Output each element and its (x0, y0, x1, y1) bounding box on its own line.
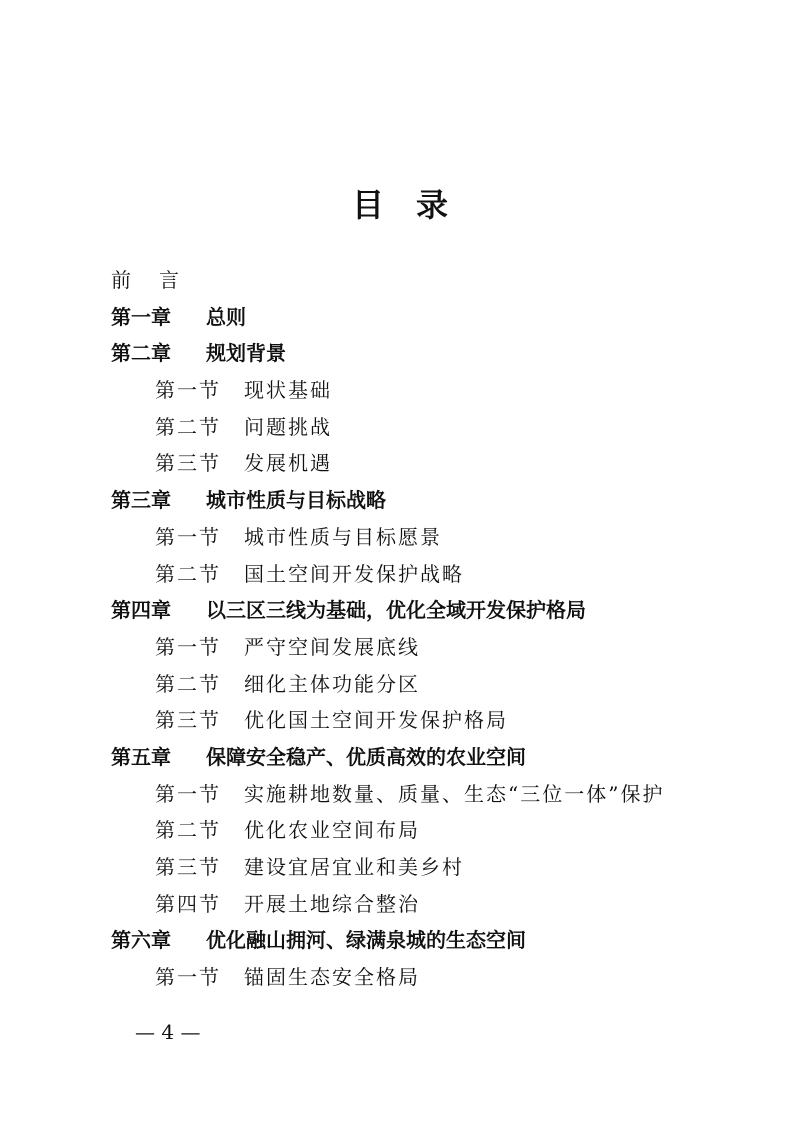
toc-section-entry (0, 519, 800, 556)
chapter-number: 第四章 (111, 598, 171, 623)
section-title: 优化农业空间布局 (244, 818, 420, 843)
section-number: 第三节 (155, 855, 221, 879)
section-number: 第一节 (155, 634, 221, 659)
section-title: 实施耕地数量、质量、生态“三位一体”保护 (244, 781, 665, 806)
toc-section-entry (0, 445, 800, 482)
toc-chapter-entry (0, 922, 800, 959)
section-title: 优化国土空间开发保护格局 (244, 708, 508, 733)
chapter-number: 第二章 (111, 341, 171, 366)
chapter-number: 第五章 (111, 744, 171, 769)
toc-section-entry (0, 812, 800, 849)
section-title: 建设宜居宜业和美乡村 (244, 855, 464, 879)
section-number: 第三节 (155, 708, 221, 733)
section-number: 第二节 (155, 671, 221, 696)
section-title: 开展土地综合整治 (244, 891, 420, 916)
section-number: 第二节 (155, 818, 221, 843)
section-number: 第四节 (155, 891, 221, 916)
toc-section-entry (0, 666, 800, 703)
section-title: 现状基础 (244, 378, 332, 403)
chapter-title: 城市性质与目标战略 (206, 488, 386, 513)
toc-section-entry (0, 959, 800, 996)
chapter-title: 优化融山拥河、绿满泉城的生态空间 (206, 928, 526, 953)
section-number: 第一节 (155, 524, 221, 549)
section-number: 第二节 (155, 561, 221, 586)
toc-section-entry (0, 702, 800, 739)
toc-chapter-entry (0, 739, 800, 776)
toc-chapter-entry (0, 592, 800, 629)
toc-section-entry (0, 849, 800, 886)
toc-chapter-entry (0, 299, 800, 336)
toc-section-entry (0, 372, 800, 409)
chapter-title: 总则 (206, 304, 246, 329)
section-title: 严守空间发展底线 (244, 634, 420, 659)
section-title: 锚固生态安全格局 (244, 965, 420, 990)
page-title: 目录 (351, 186, 480, 224)
section-title: 细化主体功能分区 (244, 671, 420, 696)
toc-section-entry (0, 776, 800, 813)
toc-section-entry (0, 556, 800, 593)
toc-section-entry (0, 886, 800, 923)
section-number: 第一节 (155, 781, 221, 806)
section-number: 第一节 (155, 965, 221, 990)
toc-chapter-entry (0, 482, 800, 519)
section-title: 国土空间开发保护战略 (244, 561, 464, 586)
chapter-number: 第一章 (111, 304, 171, 329)
toc-section-entry (0, 409, 800, 446)
page-number: — 4 — (135, 1020, 201, 1044)
chapter-number: 第三章 (111, 488, 171, 513)
chapter-title: 保障安全稳产、优质高效的农业空间 (206, 744, 526, 769)
toc-chapter-entry (0, 335, 800, 372)
section-title: 问题挑战 (244, 414, 332, 439)
section-number: 第一节 (155, 378, 221, 403)
chapter-title: 以三区三线为基础，优化全域开发保护格局 (206, 598, 586, 623)
toc-section-entry (0, 629, 800, 666)
chapter-title: 规划背景 (206, 341, 286, 366)
toc-chapter-entry (0, 262, 800, 299)
chapter-number: 前言 (111, 268, 207, 292)
section-number: 第二节 (155, 414, 221, 439)
section-title: 城市性质与目标愿景 (244, 524, 442, 549)
section-number: 第三节 (155, 451, 221, 476)
chapter-number: 第六章 (111, 928, 171, 953)
table-of-contents (0, 262, 800, 996)
section-title: 发展机遇 (244, 451, 332, 476)
